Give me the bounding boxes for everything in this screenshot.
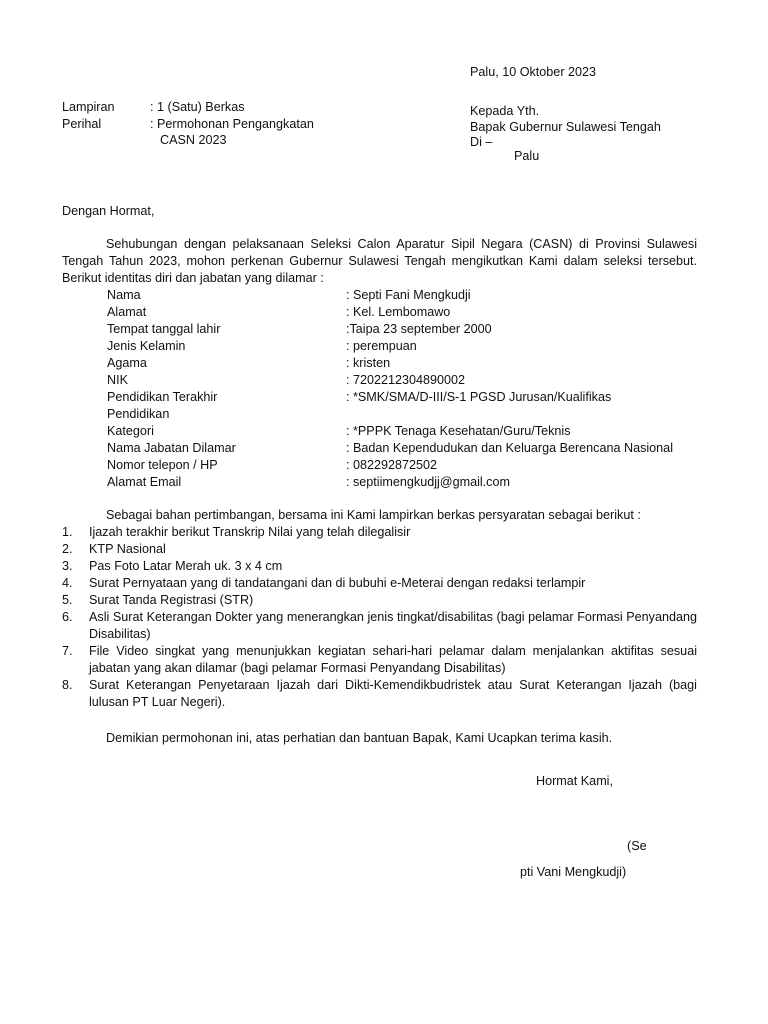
list-item-text: Ijazah terakhir berikut Transkrip Nilai yang telah dilegalisir: [89, 525, 411, 539]
intro-paragraph: Sehubungan dengan pelaksanaan Seleksi Calon Aparatur Sipil Negara (CASN) di Provinsi Sulawesi Tengah Tahun 2023, mohon perkenan Gubernur Sulawesi Tengah mengikutkan Kami dalam seleksi tersebut. Berikut identitas diri dan jabatan yang dilamar :: [62, 237, 697, 285]
list-item-text: File Video singkat yang menunjukkan kegiatan sehari-hari pelamar dalam menjalankan aktifitas sesuai jabatan yang akan dilamar (bagi pelamar Formasi Penyandang Disabilitas): [89, 644, 697, 675]
list-item-number: 6.: [62, 610, 73, 624]
perihal-value-continued: CASN 2023: [160, 133, 227, 147]
list-item: [62, 609, 697, 643]
identity-row: [107, 304, 707, 321]
identity-value: : Badan Kependudukan dan Keluarga Berencana Nasional: [346, 441, 673, 455]
list-item-number: 2.: [62, 542, 73, 556]
identity-label: Pendidikan: [107, 407, 170, 421]
letter-date: Palu, 10 Oktober 2023: [470, 65, 597, 79]
identity-label: Alamat Email: [107, 475, 182, 489]
identity-label: Agama: [107, 356, 147, 370]
list-item: [62, 541, 697, 558]
recipient-line-1: Kepada Yth.: [470, 104, 540, 118]
identity-row: [107, 355, 707, 372]
list-item-number: 4.: [62, 576, 73, 590]
identity-row: [107, 457, 707, 474]
identity-value: : 7202212304890002: [346, 373, 466, 387]
identity-value: : *PPPK Tenaga Kesehatan/Guru/Teknis: [346, 424, 571, 438]
list-item-text: Surat Tanda Registrasi (STR): [89, 593, 254, 607]
recipient-line-4: Palu: [514, 149, 540, 163]
identity-row: [107, 372, 707, 389]
list-item: [62, 575, 697, 592]
identity-label: Pendidikan Terakhir: [107, 390, 218, 404]
identity-table: [107, 287, 707, 491]
list-item-text: Asli Surat Keterangan Dokter yang menerangkan jenis tingkat/disabilitas (bagi pelamar Formasi Penyandang Disabilitas): [89, 610, 697, 641]
perihal-value: : Permohonan Pengangkatan: [150, 117, 314, 131]
list-item-text: Surat Pernyataan yang di tandatangani dan di bubuhi e-Meterai dengan redaksi terlampir: [89, 576, 586, 590]
list-item-text: Pas Foto Latar Merah uk. 3 x 4 cm: [89, 559, 283, 573]
list-item-text: Surat Keterangan Penyetaraan Ijazah dari Dikti-Kemendikbudristek atau Surat Keterangan Ijazah (bagi lulusan PT Luar Negeri).: [89, 678, 697, 709]
list-item: [62, 524, 697, 541]
perihal-label: Perihal: [62, 117, 102, 131]
list-item-number: 5.: [62, 593, 73, 607]
greeting: Dengan Hormat,: [62, 204, 155, 218]
identity-label: Nomor telepon / HP: [107, 458, 218, 472]
identity-label: Tempat tanggal lahir: [107, 322, 221, 336]
attachments-list: [62, 524, 697, 711]
identity-value: : *SMK/SMA/D-III/S-1 PGSD Jurusan/Kualifikas: [346, 390, 612, 404]
identity-label: Kategori: [107, 424, 154, 438]
lampiran-value: : 1 (Satu) Berkas: [150, 100, 245, 114]
identity-value: :Taipa 23 september 2000: [346, 322, 492, 336]
signature-regards: Hormat Kami,: [536, 774, 613, 788]
identity-row: [107, 423, 707, 440]
signature-name-part-1: (Se: [627, 839, 647, 853]
identity-label: Jenis Kelamin: [107, 339, 186, 353]
identity-value: [346, 406, 707, 423]
identity-row: [107, 338, 707, 355]
list-item: [62, 677, 697, 711]
list-item-number: 8.: [62, 678, 73, 692]
lampiran-label: Lampiran: [62, 100, 115, 114]
list-item-number: 3.: [62, 559, 73, 573]
closing-paragraph: Demikian permohonan ini, atas perhatian dan bantuan Bapak, Kami Ucapkan terima kasih.: [106, 731, 613, 745]
signature-name-part-2: pti Vani Mengkudji): [520, 865, 627, 879]
list-item-text: KTP Nasional: [89, 542, 166, 556]
identity-row: [107, 321, 707, 338]
identity-row: [107, 440, 707, 457]
identity-row: [107, 287, 707, 304]
list-item: [62, 558, 697, 575]
identity-row: [107, 406, 707, 423]
list-item-number: 1.: [62, 525, 73, 539]
identity-row: [107, 389, 707, 406]
list-item: [62, 643, 697, 677]
identity-value: : kristen: [346, 356, 391, 370]
identity-row: [107, 474, 707, 491]
attachments-intro: Sebagai bahan pertimbangan, bersama ini Kami lampirkan berkas persyaratan sebagai berikut :: [106, 508, 641, 522]
list-item-number: 7.: [62, 644, 73, 658]
identity-value: : 082292872502: [346, 458, 438, 472]
identity-value: : septiimengkudjj@gmail.com: [346, 475, 510, 489]
recipient-line-2: Bapak Gubernur Sulawesi Tengah: [470, 120, 661, 134]
list-item: [62, 592, 697, 609]
identity-value: : perempuan: [346, 339, 417, 353]
identity-label: NIK: [107, 373, 128, 387]
identity-label: Nama Jabatan Dilamar: [107, 441, 236, 455]
identity-value: : Kel. Lembomawo: [346, 305, 451, 319]
identity-value: : Septi Fani Mengkudji: [346, 288, 471, 302]
identity-label: Alamat: [107, 305, 147, 319]
identity-label: Nama: [107, 288, 141, 302]
recipient-line-3: Di –: [470, 135, 493, 149]
